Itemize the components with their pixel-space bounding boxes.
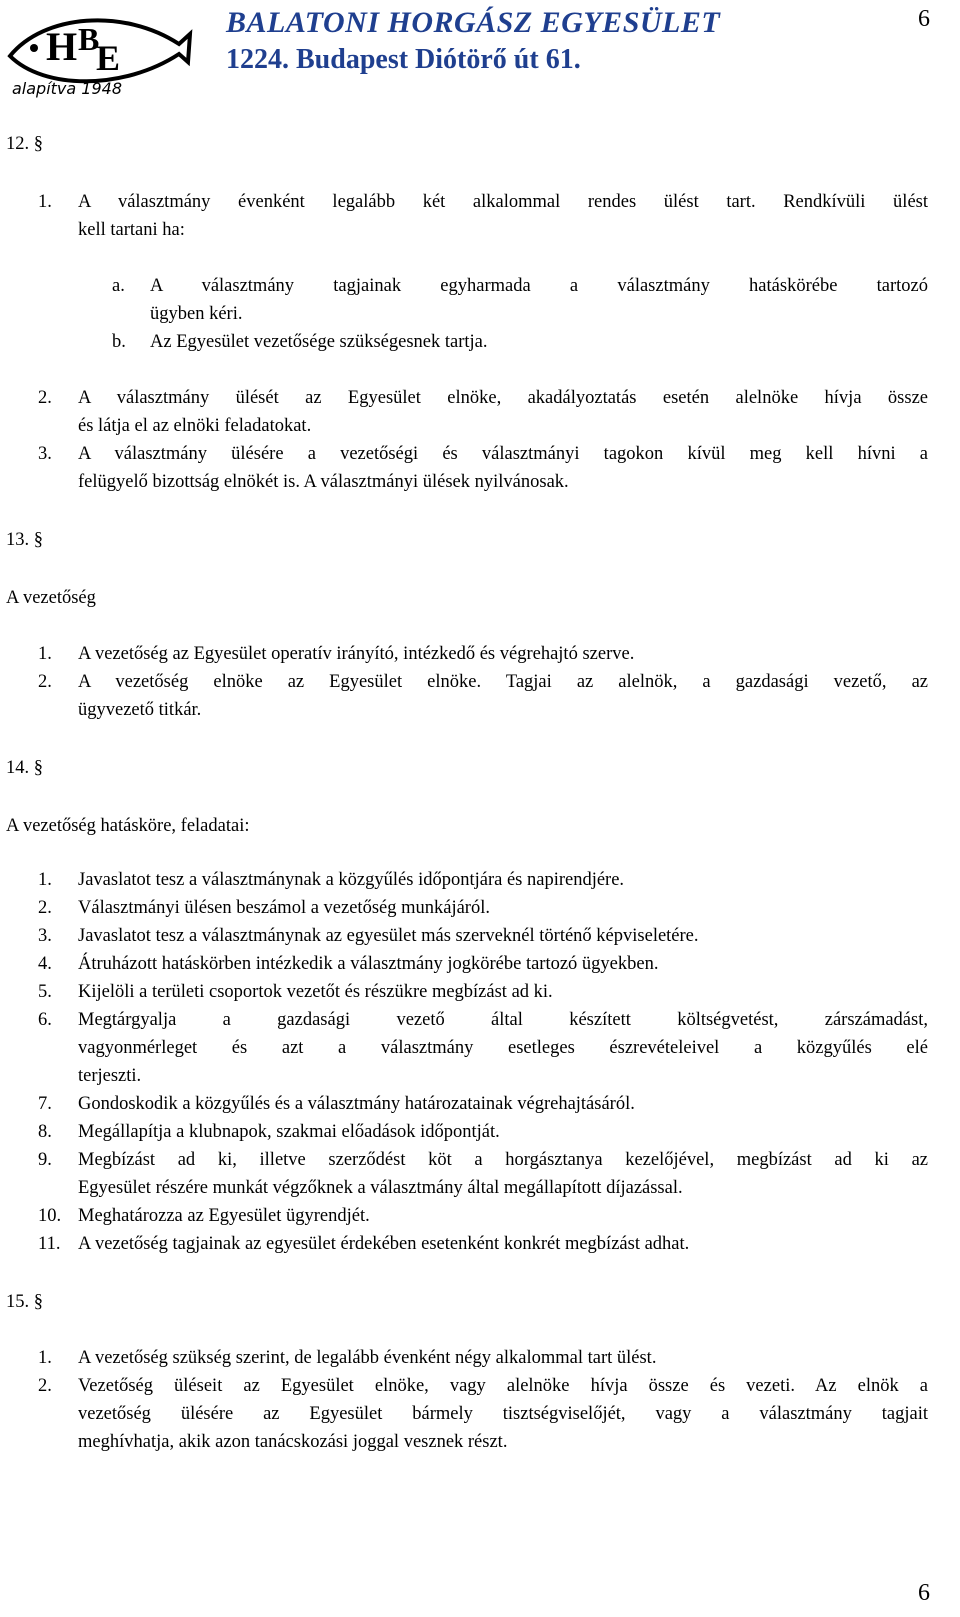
- s14-item-text: Javaslatot tesz a választmánynak az egyesület más szerveknél történő képviseletére.: [78, 926, 699, 946]
- s14-item-number: 3.: [38, 926, 52, 946]
- s12-p3-line1: A választmány ülésére a vezetőségi és választmányi tagokon kívül meg kell hívni a: [78, 444, 928, 464]
- section-heading-15: 15. §: [6, 1292, 43, 1312]
- s15-p2-line1: Vezetőség üléseit az Egyesület elnöke, vagy alelnöke hívja össze és vezeti. Az elnök a: [78, 1376, 928, 1396]
- s12-a-line1: A választmány tagjainak egyharmada a választmány hatáskörébe tartozó: [150, 276, 928, 296]
- s12-p1-line1: A választmány évenként legalább két alkalommal rendes ülést tart. Rendkívüli ülést: [78, 192, 928, 212]
- s14-item-text: Megbízást ad ki, illetve szerződést köt a horgásztanya kezelőjével, megbízást ad ki az: [78, 1150, 928, 1170]
- s14-subtitle: A vezetőség hatásköre, feladatai:: [6, 816, 250, 836]
- s12-p2-number: 2.: [38, 388, 52, 408]
- section-heading-14: 14. §: [6, 758, 43, 778]
- s13-p2-number: 2.: [38, 672, 52, 692]
- s14-item-number: 4.: [38, 954, 52, 974]
- section-heading-12: 12. §: [6, 134, 43, 154]
- s12-p3-line2: felügyelő bizottság elnökét is. A választmányi ülések nyilvánosak.: [78, 472, 569, 492]
- s14-item-text: Meghatározza az Egyesület ügyrendjét.: [78, 1206, 370, 1226]
- s14-item-number: 5.: [38, 982, 52, 1002]
- s15-p2-line2: vezetőség ülésére az Egyesület bármely tisztségviselőjét, vagy a választmány tagjait: [78, 1404, 928, 1424]
- s12-a-number: a.: [112, 276, 125, 296]
- s14-item-number: 8.: [38, 1122, 52, 1142]
- header-title: BALATONI HORGÁSZ EGYESÜLET: [226, 6, 721, 39]
- s14-item-number: 6.: [38, 1010, 52, 1030]
- s13-p2-line2: ügyvezető titkár.: [78, 700, 202, 720]
- s14-item-text: Javaslatot tesz a választmánynak a közgyűlés időpontjára és napirendjére.: [78, 870, 625, 890]
- s14-item-text: Kijelöli a területi csoportok vezetőt és részükre megbízást ad ki.: [78, 982, 553, 1002]
- s14-item-text: Gondoskodik a közgyűlés és a választmány határozatainak végrehajtásáról.: [78, 1094, 635, 1114]
- s12-p3-number: 3.: [38, 444, 52, 464]
- s15-p1-line1: A vezetőség szükség szerint, de legalább évenként négy alkalommal tart ülést.: [78, 1348, 657, 1368]
- s14-item-text: terjeszti.: [78, 1066, 142, 1086]
- s13-p1-line1: A vezetőség az Egyesület operatív irányító, intézkedő és végrehajtó szerve.: [78, 644, 635, 664]
- header-address: 1224. Budapest Diótörő út 61.: [226, 44, 581, 75]
- svg-text:H: H: [46, 24, 78, 69]
- s14-item-number: 2.: [38, 898, 52, 918]
- s14-item-text: Átruházott hatáskörben intézkedik a választmány jogkörébe tartozó ügyekben.: [78, 954, 659, 974]
- s14-item-number: 11.: [38, 1234, 61, 1254]
- s13-subtitle: A vezetőség: [6, 588, 96, 608]
- s14-item-number: 9.: [38, 1150, 52, 1170]
- s15-p2-line3: meghívhatja, akik azon tanácskozási joggal vesznek részt.: [78, 1432, 508, 1452]
- s14-item-number: 10.: [38, 1206, 62, 1226]
- svg-text:E: E: [96, 38, 121, 78]
- page-number-bottom: 6: [918, 1580, 930, 1606]
- s14-item-number: 1.: [38, 870, 52, 890]
- s12-a-line2: ügyben kéri.: [150, 304, 243, 324]
- s13-p2-line1: A vezetőség elnöke az Egyesület elnöke. Tagjai az alelnök, a gazdasági vezető, az: [78, 672, 928, 692]
- s12-b-number: b.: [112, 332, 126, 352]
- s14-item-text: Választmányi ülésen beszámol a vezetőség munkájáról.: [78, 898, 490, 918]
- page-number-top: 6: [918, 6, 930, 32]
- association-logo: [4, 4, 194, 100]
- section-heading-13: 13. §: [6, 530, 43, 550]
- s14-item-number: 7.: [38, 1094, 52, 1114]
- s12-b-line1: Az Egyesület vezetősége szükségesnek tartja.: [150, 332, 488, 352]
- s12-p2-line2: és látja el az elnöki feladatokat.: [78, 416, 312, 436]
- s14-item-text: Megtárgyalja a gazdasági vezető által készített költségvetést, zárszámadást,: [78, 1010, 928, 1030]
- s15-p1-number: 1.: [38, 1348, 52, 1368]
- s13-p1-number: 1.: [38, 644, 52, 664]
- s12-p1-number: 1.: [38, 192, 52, 212]
- s14-item-text: A vezetőség tagjainak az egyesület érdekében esetenként konkrét megbízást adhat.: [78, 1234, 690, 1254]
- svg-text:B: B: [78, 21, 100, 57]
- logo-caption: alapítva 1948: [12, 79, 123, 98]
- s15-p2-number: 2.: [38, 1376, 52, 1396]
- s12-p2-line1: A választmány ülését az Egyesület elnöke, akadályoztatás esetén alelnöke hívja össze: [78, 388, 928, 408]
- s14-item-text: Megállapítja a klubnapok, szakmai előadások időpontját.: [78, 1122, 500, 1142]
- s14-item-text: vagyonmérleget és azt a választmány esetleges észrevételeivel a közgyűlés elé: [78, 1038, 928, 1058]
- s12-p1-line2: kell tartani ha:: [78, 220, 185, 240]
- s14-item-text: Egyesület részére munkát végzőknek a választmány által megállapított díjazással.: [78, 1178, 683, 1198]
